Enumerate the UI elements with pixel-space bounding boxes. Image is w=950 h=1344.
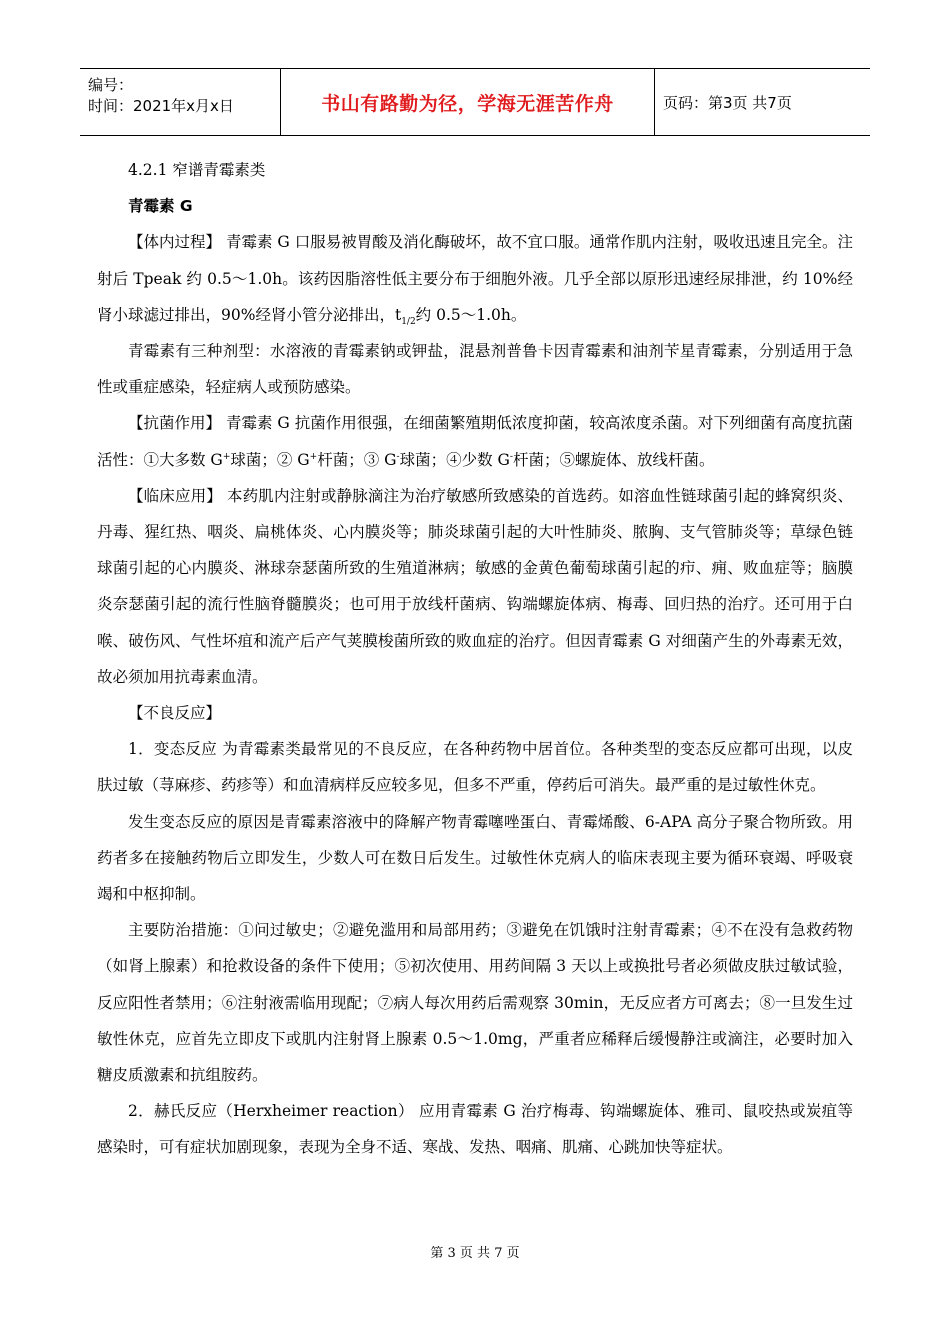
header-meta xyxy=(80,69,281,135)
paragraph-allergy-cause: 发生变态反应的原因是青霉素溶液中的降解产物青霉噻唑蛋白、青霉烯酸、6-APA 高分子聚合物所致。用药者多在接触药物后立即发生，少数人可在数日后发生。过敏性休克病人的临床表现主要为循环衰竭、呼吸衰竭和中枢抑制。 xyxy=(97,812,853,904)
page-header xyxy=(80,68,870,136)
paragraph-allergic-reaction: 1．变态反应 为青霉素类最常见的不良反应，在各种药物中居首位。各种类型的变态反应都可出现，以皮肤过敏（荨麻疹、药疹等）和血清病样反应较多见，但多不严重，停药后可消失。最严重的是过敏性休克。 xyxy=(97,740,853,795)
pk-text: 【体内过程】 青霉素 G 口服易被胃酸及消化酶破坏，故不宜口服。通常作肌内注射，吸收迅速且完全。注射后 Tpeak 约 0.5～1.0h。该药因脂溶性低主要分布于细胞外液。几乎全部以原形迅速经尿排泄，约 10%经肾小球滤过排出，90%经肾小管分泌排出， xyxy=(97,233,853,324)
antibacterial-text-c: 杆菌；③ G xyxy=(317,450,397,469)
doc-date-label: 时间：2021年x月x日 xyxy=(88,97,234,115)
pk-text-end: 约 0.5～1.0h。 xyxy=(415,305,527,324)
antibacterial-text-a: 【抗菌作用】 青霉素 G 抗菌作用很强，在细菌繁殖期低浓度抑菌，较高浓度杀菌。对下列细菌有高度抗菌活性：①大多数 G xyxy=(97,414,853,469)
section-title: 4.2.1 窄谱青霉素类 xyxy=(128,161,266,179)
paragraph-herxheimer: 2．赫氏反应（Herxheimer reaction） 应用青霉素 G 治疗梅毒、钩端螺旋体、雅司、鼠咬热或炭疽等感染时，可有症状加剧现象，表现为全身不适、寒战、发热、咽痛、肌痛、心跳加快等症状。 xyxy=(97,1102,853,1157)
half-life-symbol: t xyxy=(394,305,402,324)
drug-title: 青霉素 G xyxy=(128,197,193,216)
doc-number-label: 编号： xyxy=(88,76,134,94)
gram-sign-3: - xyxy=(396,451,400,462)
paragraph-antibacterial xyxy=(97,405,853,477)
paragraph-prevention: 主要防治措施：①问过敏史；②避免滥用和局部用药；③避免在饥饿时注射青霉素；④不在没有急救药物（如肾上腺素）和抢救设备的条件下使用；⑤初次使用、用药间隔 3 天以上或换批号者必须做皮肤过敏试验，反应阳性者禁用；⑥注射液需临用现配；⑦病人每次用药后需观察 30min，无反应者方可离去；⑧一旦发生过敏性休克，应首先立即皮下或肌内注射肾上腺素 0.5～1.0mg，严重者应稀释后缓慢静注或滴注，必要时加入糖皮质激素和抗组胺药。 xyxy=(97,921,853,1085)
paragraph-clinical-use: 【临床应用】 本药肌内注射或静脉滴注为治疗敏感所致感染的首选药。如溶血性链球菌引起的蜂窝织炎、丹毒、猩红热、咽炎、扁桃体炎、心内膜炎等；肺炎球菌引起的大叶性肺炎、脓胸、支气管肺炎等；草绿色链球菌引起的心内膜炎、淋球奈瑟菌所致的生殖道淋病；敏感的金黄色葡萄球菌引起的疖、痈、败血症等；脑膜炎奈瑟菌引起的流行性脑脊髓膜炎；也可用于放线杆菌病、钩端螺旋体病、梅毒、回归热的治疗。还可用于白喉、破伤风、气性坏疽和流产后产气荚膜梭菌所致的败血症的治疗。但因青霉素 G 对细菌产生的外毒素无效，故必须加用抗毒素血清。 xyxy=(97,486,853,686)
document-body xyxy=(97,152,853,1166)
header-page-label: 页码：第3页 共7页 xyxy=(663,93,792,112)
gram-sign-1: + xyxy=(222,451,231,462)
page-footer: 第 3 页 共 7 页 xyxy=(430,1246,520,1261)
gram-sign-2: + xyxy=(309,451,318,462)
paragraph-pharmacokinetics xyxy=(97,224,853,333)
antibacterial-text-b: 球菌；② G xyxy=(230,450,310,469)
heading-adverse-reactions: 【不良反应】 xyxy=(128,704,222,723)
half-life-subscript: 1/2 xyxy=(401,316,416,327)
antibacterial-text-d: 球菌；④少数 G xyxy=(399,450,510,469)
antibacterial-text-e: 杆菌；⑤螺旋体、放线杆菌。 xyxy=(512,450,715,469)
paragraph-dosage-forms: 青霉素有三种剂型：水溶液的青霉素钠或钾盐，混悬剂普鲁卡因青霉素和油剂苄星青霉素，分别适用于急性或重症感染，轻症病人或预防感染。 xyxy=(97,342,853,397)
gram-sign-4: - xyxy=(509,451,513,462)
header-motto: 书山有路勤为径，学海无涯苦作舟 xyxy=(281,69,655,135)
